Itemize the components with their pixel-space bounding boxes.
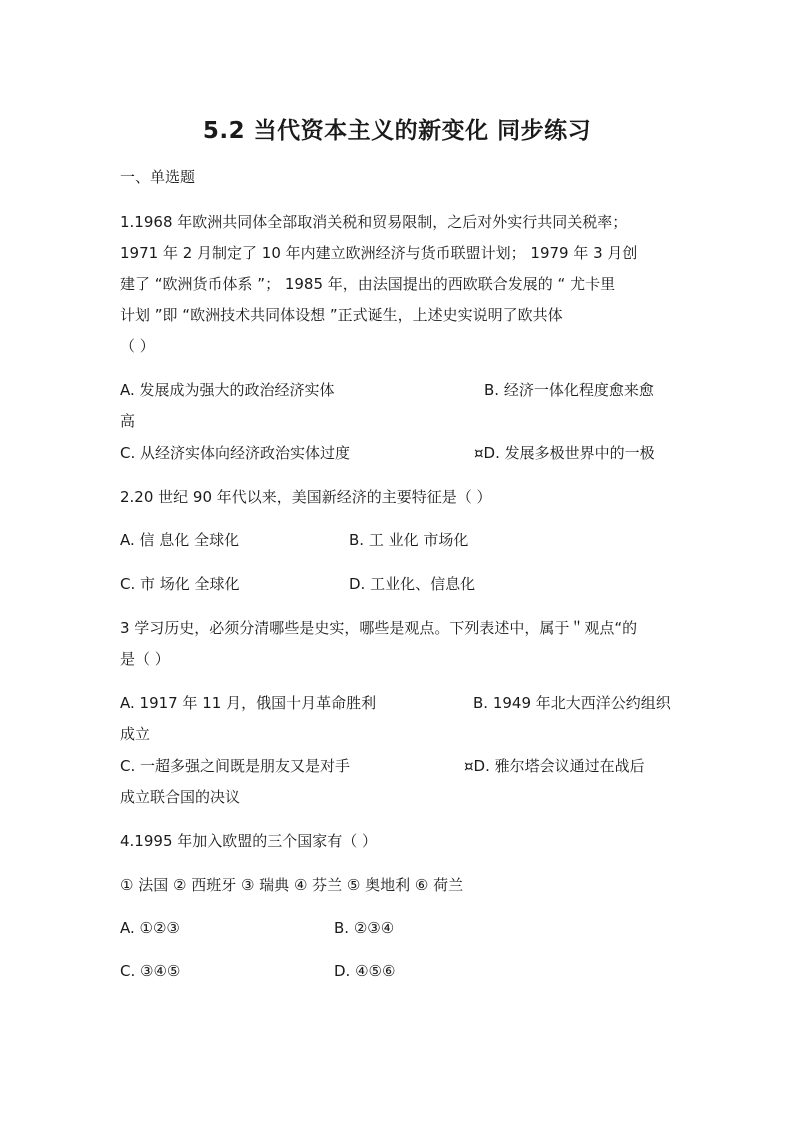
q1-line-2: 1971 年 2 月制定了 10 年内建立欧洲经济与货币联盟计划； 1979 年 3 月创 [120,244,638,262]
q4-option-b: B. ②③④ [334,919,395,937]
q2-option-b: B. 工 业化 市场化 [349,531,469,549]
q3-option-a: A. 1917 年 11 月，俄国十月革命胜利 [120,694,377,712]
q1-option-b-cont: 高 [120,412,136,430]
q3-option-d: ¤D. 雅尔塔会议通过在战后 [464,757,645,775]
q4-option-d: D. ④⑤⑥ [334,962,396,980]
q1-line-4: 计划 ”即 “欧洲技术共同体设想 ”正式诞生，上述史实说明了欧共体 [120,306,563,324]
q1-line-1: 1.1968 年欧洲共同体全部取消关税和贸易限制，之后对外实行共同关税率； [120,213,628,231]
section-heading: 一、单选题 [120,168,196,186]
q4-text: 4.1995 年加入欧盟的三个国家有（ ） [120,832,378,850]
q2-option-d: D. 工业化、信息化 [349,575,476,593]
page-title: 5.2 当代资本主义的新变化 同步练习 [202,118,592,144]
q4-items: ① 法国 ② 西班牙 ③ 瑞典 ④ 芬兰 ⑤ 奥地利 ⑥ 荷兰 [120,876,464,894]
q3-option-b-cont: 成立 [120,725,151,743]
q3-line-1: 3 学习历史，必须分清哪些是史实，哪些是观点。下列表述中，属于＂观点“的 [120,619,638,637]
q1-option-b: B. 经济一体化程度愈来愈 [484,381,654,399]
q4-option-c: C. ③④⑤ [120,962,181,980]
q3-line-2: 是（ ） [120,650,170,668]
q3-option-c: C. 一超多强之间既是朋友又是对手 [120,757,351,775]
q2-option-c: C. 市 场化 全球化 [120,575,240,593]
q1-option-d: ¤D. 发展多极世界中的一极 [474,444,655,462]
q2-text: 2.20 世纪 90 年代以来，美国新经济的主要特征是（ ） [120,488,492,506]
q3-option-d-cont: 成立联合国的决议 [120,788,241,806]
q2-option-a: A. 信 息化 全球化 [120,531,240,549]
q3-option-b: B. 1949 年北大西洋公约组织 [473,694,671,712]
q1-option-a: A. 发展成为强大的政治经济实体 [120,381,335,399]
q1-option-c: C. 从经济实体向经济政治实体过度 [120,444,351,462]
q1-line-3: 建了 “欧洲货币体系 ”； 1985 年，由法国提出的西欧联合发展的 “ 尤卡里 [120,275,616,293]
q4-option-a: A. ①②③ [120,919,180,937]
q1-line-5: （ ） [120,337,155,355]
